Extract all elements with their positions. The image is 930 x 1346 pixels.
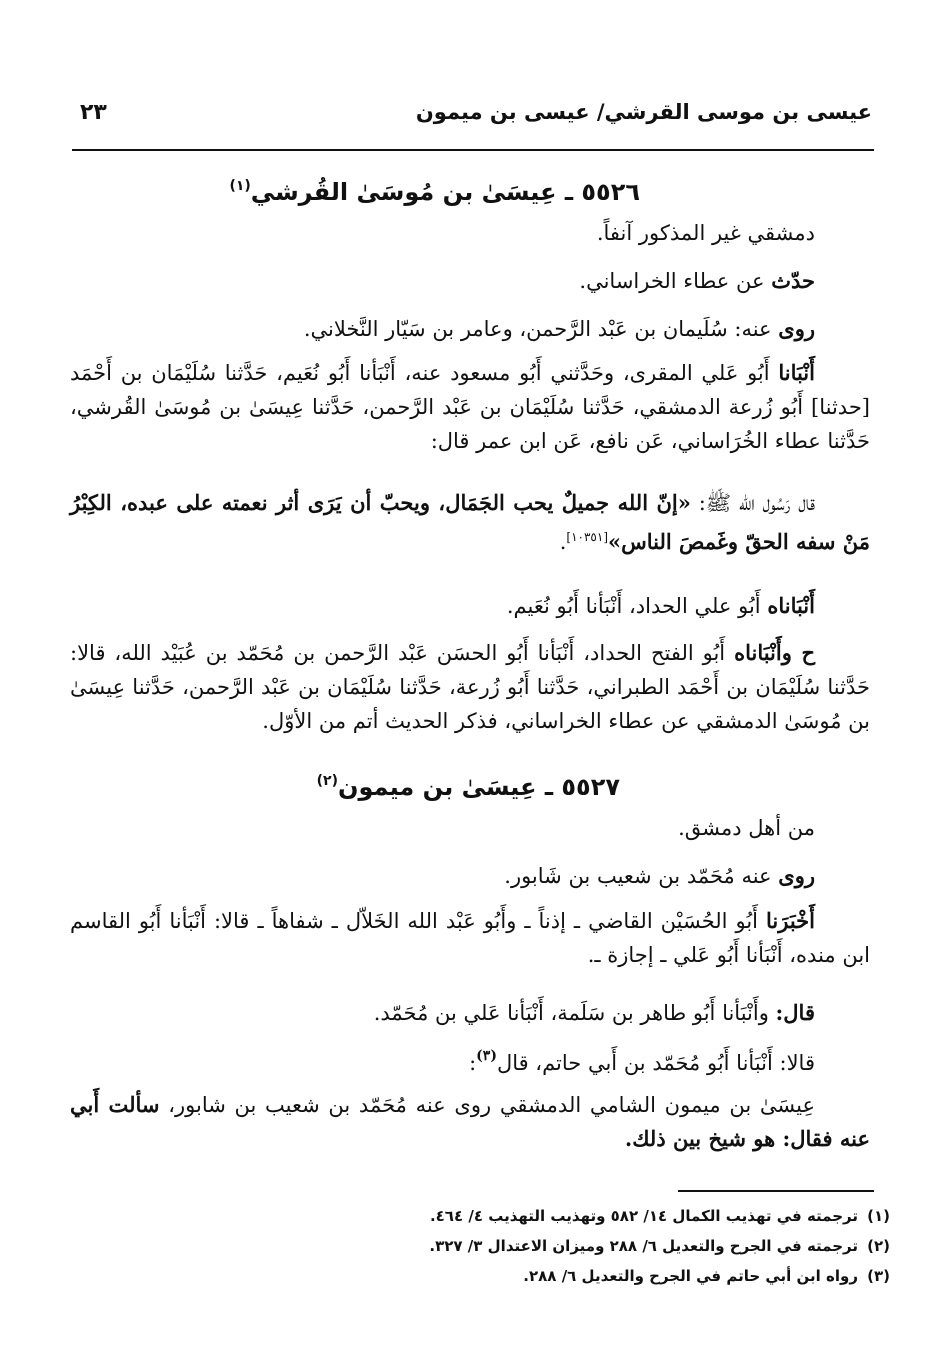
page-number: ٢٣: [80, 100, 107, 125]
keyword: أَخْبَرَنا: [766, 908, 815, 933]
entry-heading-5526: [229, 168, 640, 210]
entry-text: عنه مُحَمّد بن شعيب بن شَابور.: [504, 864, 779, 888]
entry-text: أَبُو الفتح الحداد، أَنْبَأنا أَبُو الحسَن عَبْد الرَّحمن بن مُحَمّد بن عُبَيْد الله، قالا: حَدَّثنا سُلَيْمَان بن أَحْمَد الطبراني، حَدَّثنا أَبُو زُرعة، حَدَّثنا سُلَيْمَان بن عَبْد الرَّحمن، حَدَّثنا عِيسَىٰ بن مُوسَىٰ الدمشقي عن عطاء الخراساني، فذكر الحديث أتم من الأوّل.: [70, 641, 870, 733]
entry-text: عنه: سُلَيمان بن عَبْد الرَّحمن، وعامر بن سَيّار النَّخلاني.: [303, 317, 779, 341]
footnote-text: رواه ابن أبي حاتم في الجرح والتعديل ٦/ ٢٨٨.: [523, 1267, 858, 1285]
entry-line: [374, 997, 815, 1029]
running-header: [72, 98, 872, 134]
entry-text: من أهل دمشق.: [678, 816, 815, 840]
entry-text: أَبُو الحُسَيْن القاضي ـ إذناً ـ وأَبُو عَبْد الله الخَلاّل ـ شفاهاً ـ قالا: أَنْبَأنا أَبُو القاسم ابن منده، أَنْبَأنا أَبُو عَلي ـ إجازة ـ.: [70, 909, 870, 967]
entry-text: قالا: أَنْبَأنا أَبُو مُحَمّد بن أَبي حاتم، قال: [496, 1051, 815, 1075]
footnote-3: [523, 1264, 890, 1288]
running-title: عيسى بن موسى القرشي/ عيسى بن ميمون: [415, 100, 872, 124]
footnote-number: (٣): [867, 1267, 890, 1285]
second-isnad-paragraph: [70, 636, 870, 738]
hadith-ref: [١٠٣٥١]: [566, 530, 609, 544]
entry-heading-text: ٥٥٢٦ ـ عِيسَىٰ بن مُوسَىٰ القُرشي: [250, 178, 640, 206]
header-rule: [72, 149, 874, 151]
entry-text: عن عطاء الخراساني.: [579, 269, 772, 293]
entry-line: [504, 860, 815, 892]
keyword: أَنْبَاناه: [767, 593, 815, 618]
entry-line: [678, 812, 815, 844]
keyword: أَنْبَانا: [778, 360, 815, 385]
final-paragraph: [70, 1088, 870, 1156]
footnote-number: (٢): [867, 1237, 890, 1255]
footnote-text: ترجمته في تهذيب الكمال ١٤/ ٥٨٢ وتهذيب التهذيب ٤/ ٤٦٤.: [429, 1207, 858, 1225]
entry-text: .: [559, 530, 567, 554]
entry-line: [597, 217, 815, 249]
footnote-ref: (٣): [476, 1048, 497, 1064]
entry-text: :: [469, 1051, 477, 1075]
footnote-ref: (٢): [316, 773, 338, 789]
keyword: حدّث: [771, 268, 815, 293]
entry-line: [469, 1040, 815, 1079]
keyword: روى: [778, 316, 815, 341]
footnote-ref: (١): [229, 178, 251, 194]
entry-line: [507, 590, 815, 622]
entry-text: عِيسَىٰ بن ميمون الشامي الدمشقي روى عنه مُحَمّد بن شعيب بن شابور،: [159, 1093, 815, 1117]
entry-line: [579, 265, 815, 297]
entry-text-bold: سألت أَبي عنه فقال: هو شيخ بين ذلك.: [70, 1092, 870, 1151]
entry-text: أَبُو علي الحداد، أَنْبَأنا أَبُو نُعَيم.: [506, 594, 768, 618]
akhbarana-paragraph: [70, 904, 870, 972]
footnote-number: (١): [867, 1207, 890, 1225]
footnote-text: ترجمته في الجرح والتعديل ٦/ ٢٨٨ وميزان الاعتدال ٣/ ٣٢٧.: [429, 1237, 858, 1255]
keyword: روى: [778, 863, 815, 888]
entry-line: [304, 313, 815, 345]
hadith-paragraph: [70, 486, 870, 559]
entry-text: وأَنْبَأنا أَبُو طاهر بن سَلَمة، أَنْبَأنا عَلي بن مُحَمّد.: [373, 1001, 776, 1025]
entry-text: قال رَسُول الله ﷺ:: [690, 491, 815, 515]
entry-heading-5527: [317, 763, 620, 805]
entry-heading-text: ٥٥٢٧ ـ عِيسَىٰ بن ميمون: [338, 773, 620, 801]
footnote-1: [430, 1204, 890, 1228]
keyword: قال:: [775, 1000, 815, 1025]
isnad-paragraph: [70, 356, 870, 458]
hadith-text: «إنّ الله جميلٌ يحب الجَمَال، ويحبّ أن يَرَى أثر نعمته على عبده، الكِبْرُ مَنْ سفه الحقّ وغَمصَ الناس»: [70, 490, 870, 554]
footnote-rule: [678, 1190, 874, 1192]
entry-text: دمشقي غير المذكور آنفاً.: [596, 221, 815, 245]
keyword: ح وأَنْبَاناه: [734, 640, 815, 665]
footnote-2: [429, 1234, 890, 1258]
entry-text: أَبُو عَلي المقرى، وحَدَّثني أَبُو مسعود عنه، أَنْبَأنا أَبُو نُعَيم، حَدَّثنا سُلَيْمَان بن أَحْمَد [حدثنا] أَبُو زُرعة الدمشقي، حَدَّثنا سُلَيْمَان بن عَبْد الرَّحمن، حَدَّثنا عِيسَىٰ بن مُوسَىٰ القُرشي، حَدَّثنا عطاء الخُرَاساني، عَن نافع، عَن ابن عمر قال:: [70, 361, 870, 453]
